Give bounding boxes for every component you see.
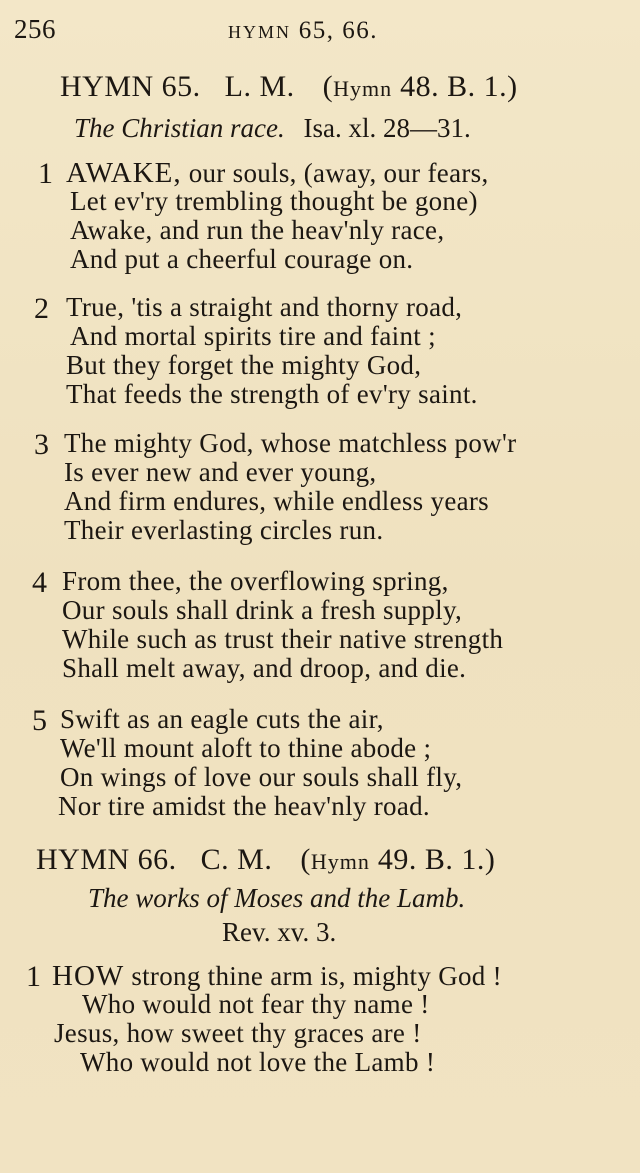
- hymn-66-label: HYMN 66.: [36, 843, 177, 876]
- running-title-numbers: 65, 66.: [298, 17, 379, 44]
- running-title: [228, 17, 378, 45]
- verse-number: 1: [38, 157, 53, 190]
- verse-line: Nor tire amidst the heav'nly road.: [58, 791, 430, 821]
- hymn-65-meter: L. M.: [224, 70, 295, 103]
- verse-line: Jesus, how sweet thy graces are !: [54, 1018, 422, 1048]
- verse-number: 2: [34, 292, 49, 325]
- verse-line: From thee, the overflowing spring,: [62, 566, 449, 596]
- verse-number: 4: [32, 566, 47, 599]
- hymn-66-subtitle: [88, 883, 465, 914]
- hymn-65-label: HYMN 65.: [60, 70, 201, 103]
- running-title-prefix: HYMN: [228, 22, 292, 42]
- verse-initial-caps: AWAKE,: [66, 157, 182, 189]
- verse-line: The mighty God, whose matchless pow'r: [64, 428, 517, 458]
- verse-line: And mortal spirits tire and faint ;: [70, 321, 436, 351]
- verse-line: That feeds the strength of ev'ry saint.: [66, 379, 478, 409]
- verse-line: While such as trust their native strength: [62, 624, 504, 654]
- verse-line: Who would not love the Lamb !: [80, 1047, 436, 1077]
- hymn-65-ref-open: (: [322, 70, 334, 103]
- page-number: 256: [14, 14, 56, 44]
- verse-line: True, 'tis a straight and thorny road,: [66, 292, 463, 322]
- verse-line: Awake, and run the heav'nly race,: [70, 215, 445, 245]
- hymn-66-heading: [36, 843, 495, 877]
- hymn-66-meter: C. M.: [200, 843, 273, 876]
- verse-line: And put a cheerful courage on.: [70, 244, 414, 274]
- hymn-65-ref-rest: 48. B. 1.): [400, 70, 518, 103]
- verse-number: 3: [34, 428, 49, 461]
- verse-line: Swift as an eagle cuts the air,: [60, 704, 384, 734]
- verse-line: Our souls shall drink a fresh supply,: [62, 595, 463, 625]
- verse-line: Let ev'ry trembling thought be gone): [70, 186, 478, 216]
- verse-initial-caps: HOW: [52, 960, 125, 992]
- verse-line: We'll mount aloft to thine abode ;: [60, 733, 432, 763]
- hymn-65-heading: [60, 70, 518, 104]
- hymn-66-ref-word: Hymn: [310, 849, 370, 874]
- verse-line: Shall melt away, and droop, and die.: [62, 653, 467, 683]
- hymn-66-subtitle-title: The works of Moses and the Lamb.: [88, 883, 466, 913]
- hymn-66-scripture: Rev. xv. 3.: [222, 917, 337, 947]
- verse-line: Their everlasting circles run.: [64, 515, 384, 545]
- verse-line: On wings of love our souls shall fly,: [60, 762, 463, 792]
- verse-line: But they forget the mighty God,: [66, 350, 422, 380]
- verse-line: Is ever new and ever young,: [64, 457, 377, 487]
- verse-number: 5: [32, 704, 47, 737]
- hymn-65-scripture: Isa. xl. 28—31.: [303, 113, 471, 143]
- hymn-65-ref-word: Hymn: [333, 76, 393, 101]
- hymn-65-subtitle-title: The Christian race.: [74, 113, 285, 143]
- verse-line-text: our souls, (away, our fears,: [181, 158, 489, 188]
- hymn-66-ref-open: (: [300, 843, 311, 876]
- verse-number: 1: [26, 960, 41, 993]
- verse-line-text: strong thine arm is, mighty God !: [124, 961, 502, 991]
- hymn-65-subtitle: [74, 113, 471, 144]
- verse-line: Who would not fear thy name !: [82, 989, 430, 1019]
- verse-line: And firm endures, while endless years: [64, 486, 489, 516]
- hymn-66-ref-rest: 49. B. 1.): [377, 843, 496, 876]
